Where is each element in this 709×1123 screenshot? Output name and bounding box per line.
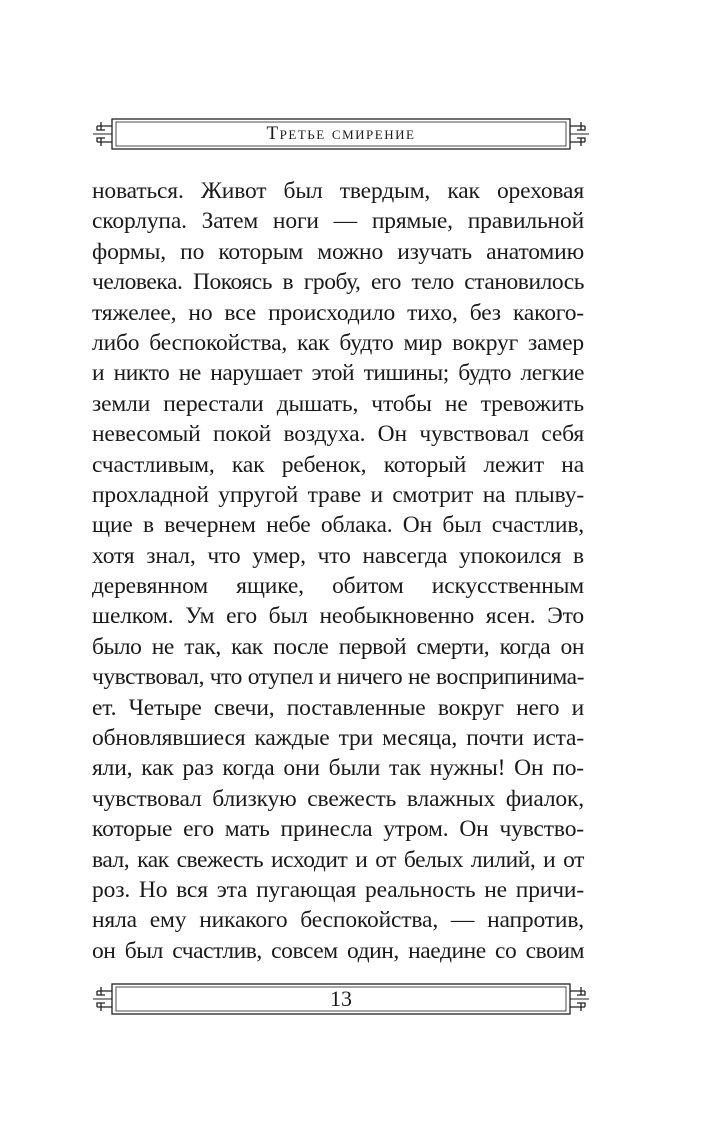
text-line: ет. Четыре свечи, поставленные вокруг него и — [92, 694, 584, 721]
text-line: щие в вечернем небе облака. Он был счастлив, — [92, 512, 584, 539]
text-line: либо беспокойства, как будто мир вокруг замер — [92, 329, 584, 356]
text-line: невесомый покой воздуха. Он чувствовал себя — [92, 421, 584, 448]
text-line: няла ему никакого беспокойства, — напротив, — [92, 907, 584, 934]
text-line: он был счастлив, совсем один, наедине со своим — [92, 937, 584, 964]
text-line: хотя знал, что умер, что навсегда упокоился в — [92, 542, 584, 569]
text-line: прохладной упругой траве и смотрит на плыву- — [92, 481, 584, 508]
running-header — [93, 116, 589, 152]
text-line: роз. Но вся эта пугающая реальность не причи- — [92, 876, 584, 903]
page-footer — [93, 981, 589, 1017]
text-line: формы, по которым можно изучать анатомию — [92, 238, 584, 265]
text-line: скорлупа. Затем ноги — прямые, правильной — [92, 208, 584, 235]
text-line: счастливым, как ребенок, который лежит на — [92, 451, 584, 478]
text-line: чувствовал, что отупел и ничего не восприпинима- — [92, 664, 584, 691]
text-line: вал, как свежесть исходит и от белых лилий, и от — [92, 846, 584, 873]
text-line: земли перестали дышать, чтобы не тревожить — [92, 390, 584, 417]
text-line: яли, как раз когда они были так нужны! Он по- — [92, 755, 584, 782]
page-number: 13 — [330, 986, 352, 1011]
text-line: которые его мать принесла утром. Он чувство- — [92, 816, 584, 843]
text-line: и никто не нарушает этой тишины; будто легкие — [92, 360, 584, 387]
text-line: обновлявшиеся каждые три месяца, почти иста- — [92, 725, 584, 752]
text-line: тяжелее, но все происходило тихо, без какого- — [92, 299, 584, 326]
body-text — [92, 176, 584, 966]
text-line: деревянном ящике, обитом искусственным — [92, 573, 584, 600]
running-title: Третье смирение — [266, 123, 416, 144]
text-line: было не так, как после первой смерти, когда он — [92, 633, 584, 660]
text-line: шелком. Ум его был необыкновенно ясен. Это — [92, 603, 584, 630]
text-line: чувствовал близкую свежесть влажных фиалок, — [92, 785, 584, 812]
text-line: новаться. Живот был твердым, как ореховая — [92, 178, 584, 204]
text-line: человека. Покоясь в гробу, его тело становилось — [92, 269, 584, 296]
